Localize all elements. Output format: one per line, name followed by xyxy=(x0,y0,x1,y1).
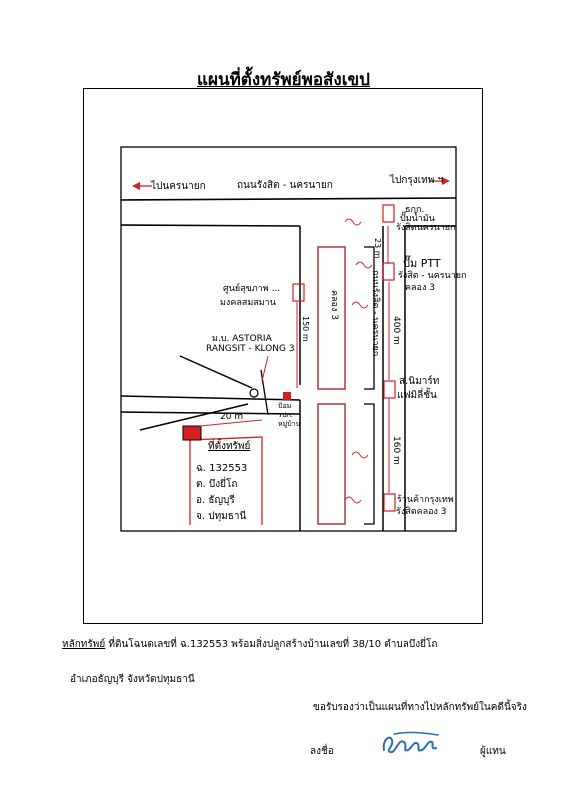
caption-line2: อำเภอธัญบุรี จังหวัดปทุมธานี xyxy=(70,674,195,685)
map-property-l1: ฉ. 132553 xyxy=(196,463,248,474)
store-box xyxy=(384,494,395,511)
map-bank-l2: ปั๊มน้ำมัน xyxy=(400,214,435,224)
map-ptt: ปั๊ม PTT xyxy=(403,257,441,270)
map-dist-23: 23 m xyxy=(373,238,382,259)
map-market-l2: แฟมิลี่ชั้น xyxy=(397,390,437,401)
main-road-bottom-edge-left xyxy=(121,225,300,226)
property-marker-icon xyxy=(183,426,201,440)
signature-mark xyxy=(380,730,442,758)
caption-label: หลักทรัพย์ xyxy=(62,639,106,650)
bank-box xyxy=(383,205,394,222)
water-mark xyxy=(356,262,372,268)
map-road-main: ถนนรังสิต - นครนายก xyxy=(237,180,333,191)
map-store-l2: รังสิตคลอง 3 xyxy=(396,507,447,517)
map-ptt-l3: คลอง 3 xyxy=(405,283,435,293)
water-mark xyxy=(352,452,368,458)
map-market: ส.นิมาร์ท xyxy=(399,376,440,387)
ptt-box xyxy=(383,263,394,280)
map-property-l2: ต. บึงยี่โถ xyxy=(196,479,238,490)
water-mark xyxy=(345,497,361,503)
map-store: ร้านค้ากรุงเทพ xyxy=(397,495,454,505)
gate-marker-icon xyxy=(283,392,291,400)
page-title: แผนที่ตั้งทรัพย์พอสังเขป xyxy=(197,70,370,90)
map-village-l1: ม.บ. ASTORIA xyxy=(212,334,272,344)
map-shrine: ศูนย์สุขภาพ ... xyxy=(223,284,281,294)
map-bank-l1: ธกก. xyxy=(405,205,425,215)
median-outline-bottom xyxy=(318,404,345,524)
market-box xyxy=(384,381,395,398)
median-strip-bottom xyxy=(318,404,345,524)
map-klong-label: คลอง 3 xyxy=(329,290,339,320)
shrine-box xyxy=(293,284,304,301)
diagonal-road-top xyxy=(180,356,252,388)
water-mark xyxy=(352,302,368,308)
map-property-head: ที่ตั้งทรัพย์ xyxy=(208,441,251,452)
map-bank-l3: รังสิตนครนายก xyxy=(396,223,456,233)
caption-line1-rest: ที่ดินโฉนดเลขที่ ฉ.132553 พร้อมสิ่งปลูกสร้างบ้านเลขที่ 38/10 ตำบลบึงยี่โถ xyxy=(105,639,438,650)
roundabout xyxy=(250,389,258,397)
arrow-left-icon xyxy=(132,182,140,190)
soi-branch xyxy=(261,370,268,415)
soi-top-edge xyxy=(121,396,300,400)
caption-line1 xyxy=(62,637,437,652)
map-property-l4: จ. ปทุมธานี xyxy=(196,511,247,522)
map-dir-left: ไปนครนายก xyxy=(151,181,206,192)
map-road-vertical: ถนนรังสิต - นครนายก xyxy=(370,270,380,357)
map-dist-150: 150 m xyxy=(301,316,310,342)
main-road-top-edge xyxy=(121,198,456,200)
map-dist-20: 20 m xyxy=(220,412,244,422)
certify-text: ขอรับรองว่าเป็นแผนที่ทางไปหลักทรัพย์ในคดีนี้จริง xyxy=(313,702,527,713)
map-village-l2: RANGSIT - KLONG 3 xyxy=(206,344,295,354)
village-pointer xyxy=(262,356,268,381)
map-dir-right: ไปกรุงเทพ ฯ xyxy=(390,175,444,186)
canal-bank-bottom xyxy=(364,404,374,524)
map-shrine2: มงคลสมสมาน xyxy=(220,298,276,308)
map-ptt-l2: รังสิต - นครนายก xyxy=(398,271,467,281)
sign-label: ลงชื่อ xyxy=(310,746,334,757)
water-mark xyxy=(345,219,361,225)
arrow-right-icon xyxy=(442,177,450,185)
map-gate: ป้อม รปภ. หมู่บ้าน xyxy=(278,402,301,428)
map-dist-160: 160 m xyxy=(391,436,401,465)
map-property-l3: อ. ธัญบุรี xyxy=(196,495,235,506)
signer-role: ผู้แทน xyxy=(480,746,506,757)
map-dist-400: 400 m xyxy=(391,316,401,345)
